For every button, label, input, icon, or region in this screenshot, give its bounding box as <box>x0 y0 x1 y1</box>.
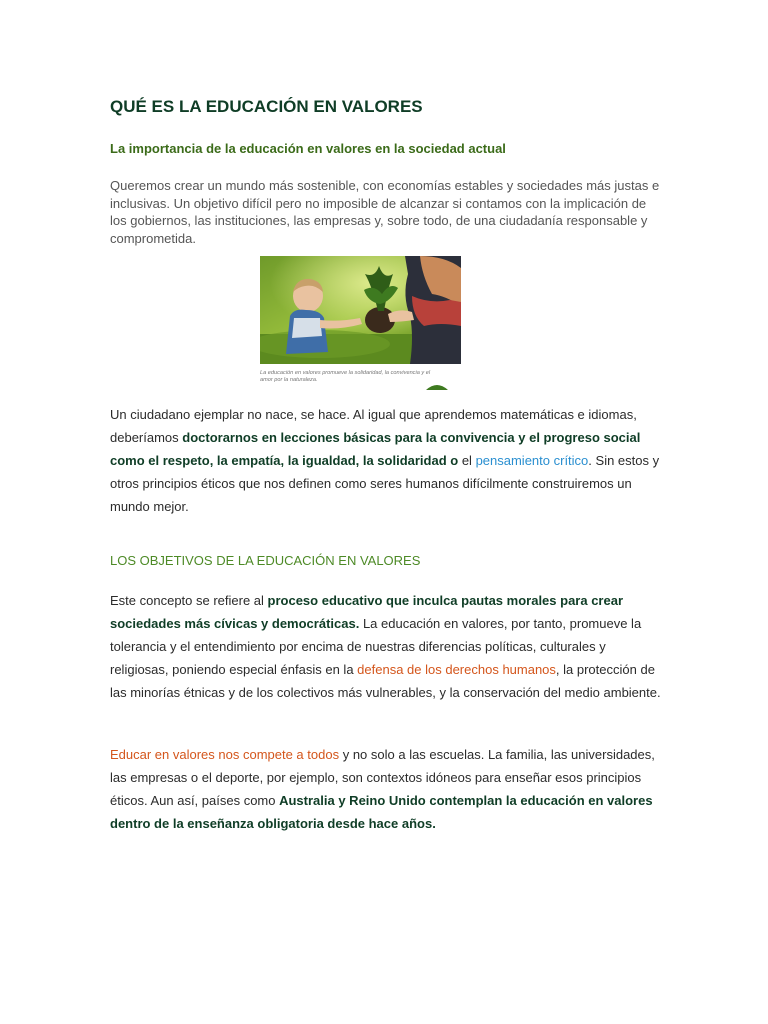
paragraph-text: . Sin estos y otros principios éticos que nos definen como seres humanos difícilmente construiremos un mundo mejor. <box>110 453 660 514</box>
paragraph-text: Un ciudadano ejemplar no nace, se hace. Al igual que aprendemos matemáticas e idiomas, deberíamos <box>110 407 637 445</box>
paragraph-text: y no solo a las escuelas. La familia, las universidades, las empresas o el deporte, por ejemplo, son contextos idóneos para enseñar esos principios éticos. Aun así, países como <box>110 747 655 808</box>
pensamiento-critico-link[interactable]: pensamiento crítico <box>475 453 589 468</box>
photo-caption: La educación en valores promueve la solidaridad, la convivencia y el amor por la naturaleza. <box>260 370 431 383</box>
paragraph-concepto <box>110 589 662 704</box>
paragraph-educar <box>110 743 662 835</box>
article-photo <box>260 256 461 390</box>
article-subtitle: La importancia de la educación en valores en la sociedad actual <box>110 141 506 156</box>
leaf-badge-icon <box>422 382 452 390</box>
derechos-humanos-link[interactable]: defensa de los derechos humanos <box>357 662 556 677</box>
paragraph-text: el <box>458 453 476 468</box>
paragraph-text: Este concepto se refiere al <box>110 593 268 608</box>
paragraph-ciudadano <box>110 403 662 518</box>
paragraph-bold-text: doctorarnos en lecciones básicas para la convivencia y el progreso social como el respeto, la empatía, la igualdad, la solidaridad o <box>110 430 641 468</box>
child-mother-planting-photo <box>260 256 461 364</box>
educar-en-valores-link[interactable]: Educar en valores nos compete a todos <box>110 747 340 762</box>
paragraph-bold-text: Australia y Reino Unido contemplan la educación en valores dentro de la enseñanza obligatoria desde hace años. <box>110 793 653 831</box>
paragraph-bold-text: proceso educativo que inculca pautas morales para crear sociedades más cívicas y democráticas. <box>110 593 624 631</box>
paragraph-text: La educación en valores, por tanto, promueve la tolerancia y el entendimiento por encima de nuestras diferencias políticas, culturales y religiosas, poniendo especial énfasis en la <box>110 616 642 677</box>
section-heading-objetivos: LOS OBJETIVOS DE LA EDUCACIÓN EN VALORES <box>110 553 421 568</box>
article-title: QUÉ ES LA EDUCACIÓN EN VALORES <box>110 97 423 116</box>
intro-paragraph: Queremos crear un mundo más sostenible, con economías estables y sociedades más justas e inclusivas. Un objetivo difícil pero no imposible de alcanzar si contamos con la implicación de los gobiernos, las instituciones, las empresas y, sobre todo, de una ciudadanía responsable y comprometida. <box>110 178 660 246</box>
paragraph-text: , la protección de las minorías étnicas y de los colectivos más vulnerables, y la conservación del medio ambiente. <box>110 662 661 700</box>
